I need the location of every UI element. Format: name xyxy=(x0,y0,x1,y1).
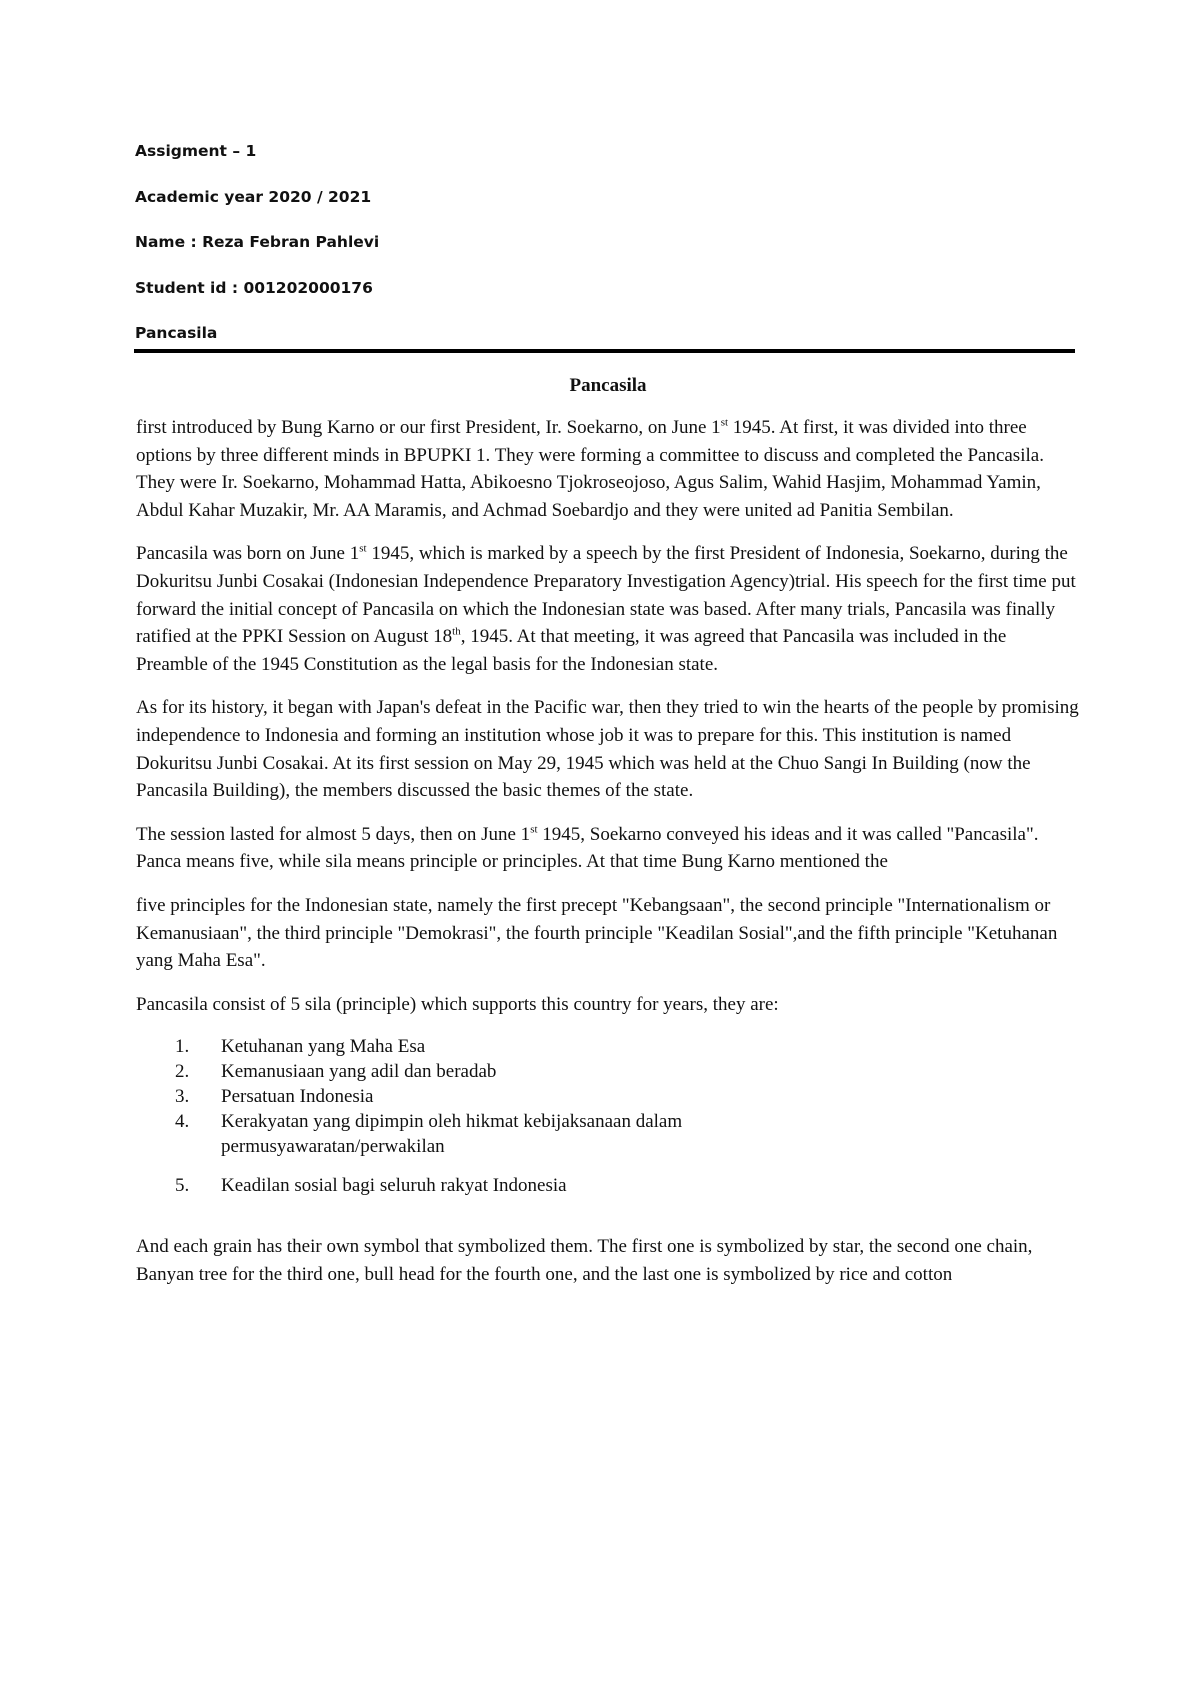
paragraph-1-text-b: 1945. At first, it was divided into three options by three different minds in BPUPKI 1. They were forming a committee to discuss and completed the Pancasila. They were Ir. Soekarno, Mohammad Hatta, Abikoesno Tjokroseojoso, Agus Salim, Wahid Hasjim, Mohammad Yamin, Abdul Kahar Muzakir, Mr. AA Maramis, and Achmad Soebardjo and they were united ad Panitia Sembilan. xyxy=(136,417,1044,521)
academic-year: Academic year 2020 / 2021 xyxy=(135,187,372,206)
paragraph-6: Pancasila consist of 5 sila (principle) which supports this country for years, they are: xyxy=(136,993,779,1015)
paragraph-1-text-a: first introduced by Bung Karno or our first President, Ir. Soekarno, on June 1 xyxy=(136,417,721,438)
list-item xyxy=(136,1173,1080,1198)
document-body xyxy=(136,374,1080,1304)
list-item-text: Persatuan Indonesia xyxy=(221,1086,374,1108)
student-name: Name : Reza Febran Pahlevi xyxy=(135,233,380,251)
list-item-number: 5. xyxy=(175,1175,190,1197)
list-item-number: 1. xyxy=(175,1036,190,1058)
paragraph-2 xyxy=(136,540,1080,678)
list-item-number: 2. xyxy=(175,1061,190,1083)
document-title: Pancasila xyxy=(569,375,647,396)
paragraph-2-text-c: , 1945. At that meeting, it was agreed that Pancasila was included in the Preamble of the 1945 Constitution as the legal basis for the Indonesian state. xyxy=(136,626,1007,675)
paragraph-1 xyxy=(136,414,1080,524)
header-divider xyxy=(134,349,1075,353)
list-item xyxy=(136,1109,1080,1159)
list-item-text: Kemanusiaan yang adil dan beradab xyxy=(221,1061,497,1083)
paragraph-5: five principles for the Indonesian state, namely the first precept "Kebangsaan", the second principle "Internationalism or Kemanusiaan", the third principle "Demokrasi", the fourth principle "Keadilan Sosial",and the fifth principle "Ketuhanan yang Maha Esa". xyxy=(136,894,1058,972)
assignment-number: Assigment – 1 xyxy=(135,142,257,160)
list-item xyxy=(136,1034,1080,1059)
course-name: Pancasila xyxy=(135,324,218,342)
student-id: Student id : 001202000176 xyxy=(135,278,373,297)
ordinal-suffix: st xyxy=(530,823,538,836)
ordinal-suffix: st xyxy=(720,416,729,429)
list-item xyxy=(136,1059,1080,1084)
paragraph-4 xyxy=(136,821,1080,876)
assignment-header xyxy=(135,140,1075,368)
list-item xyxy=(136,1084,1080,1109)
paragraph-3: As for its history, it began with Japan's defeat in the Pacific war, then they tried to win the hearts of the people by promising independence to Indonesia and forming an institution whose job it was to prepare for this. This institution is named Dokuritsu Junbi Cosakai. At its first session on May 29, 1945 which was held at the Chuo Sangi In Building (now the Pancasila Building), the members discussed the basic themes of the state. xyxy=(136,697,1079,802)
ordinal-suffix: th xyxy=(452,625,461,638)
list-item-text: Kerakyatan yang dipimpin oleh hikmat kebijaksanaan dalam permusyawaratan/perwakilan xyxy=(221,1111,683,1158)
paragraph-4-text-a: The session lasted for almost 5 days, then on June 1 xyxy=(136,823,531,845)
paragraph-4-text-b: 1945, Soekarno conveyed his ideas and it was called "Pancasila". Panca means five, while sila means principle or principles. At that time Bung Karno mentioned the xyxy=(136,823,1039,873)
list-item-number: 3. xyxy=(175,1086,190,1108)
list-item-text: Keadilan sosial bagi seluruh rakyat Indonesia xyxy=(221,1175,567,1197)
list-item-text: Ketuhanan yang Maha Esa xyxy=(221,1036,426,1058)
ordinal-suffix: st xyxy=(359,543,367,556)
paragraph-2-text-b: 1945, which is marked by a speech by the first President of Indonesia, Soekarno, during the Dokuritsu Junbi Cosakai (Indonesian Independence Preparatory Investigation Agency)trial. His speech for the first time put forward the initial concept of Pancasila on which the Indonesian state was based. After many trials, Pancasila was finally ratified at the PPKI Session on August 18 xyxy=(136,543,1076,648)
principles-list xyxy=(136,1034,1080,1198)
list-item-number: 4. xyxy=(175,1111,190,1133)
paragraph-2-text-a: Pancasila was born on June 1 xyxy=(136,543,360,565)
paragraph-7: And each grain has their own symbol that symbolized them. The first one is symbolized by star, the second one chain, Banyan tree for the third one, bull head for the fourth one, and the last one is symbolized by rice and cotton xyxy=(136,1236,1033,1285)
